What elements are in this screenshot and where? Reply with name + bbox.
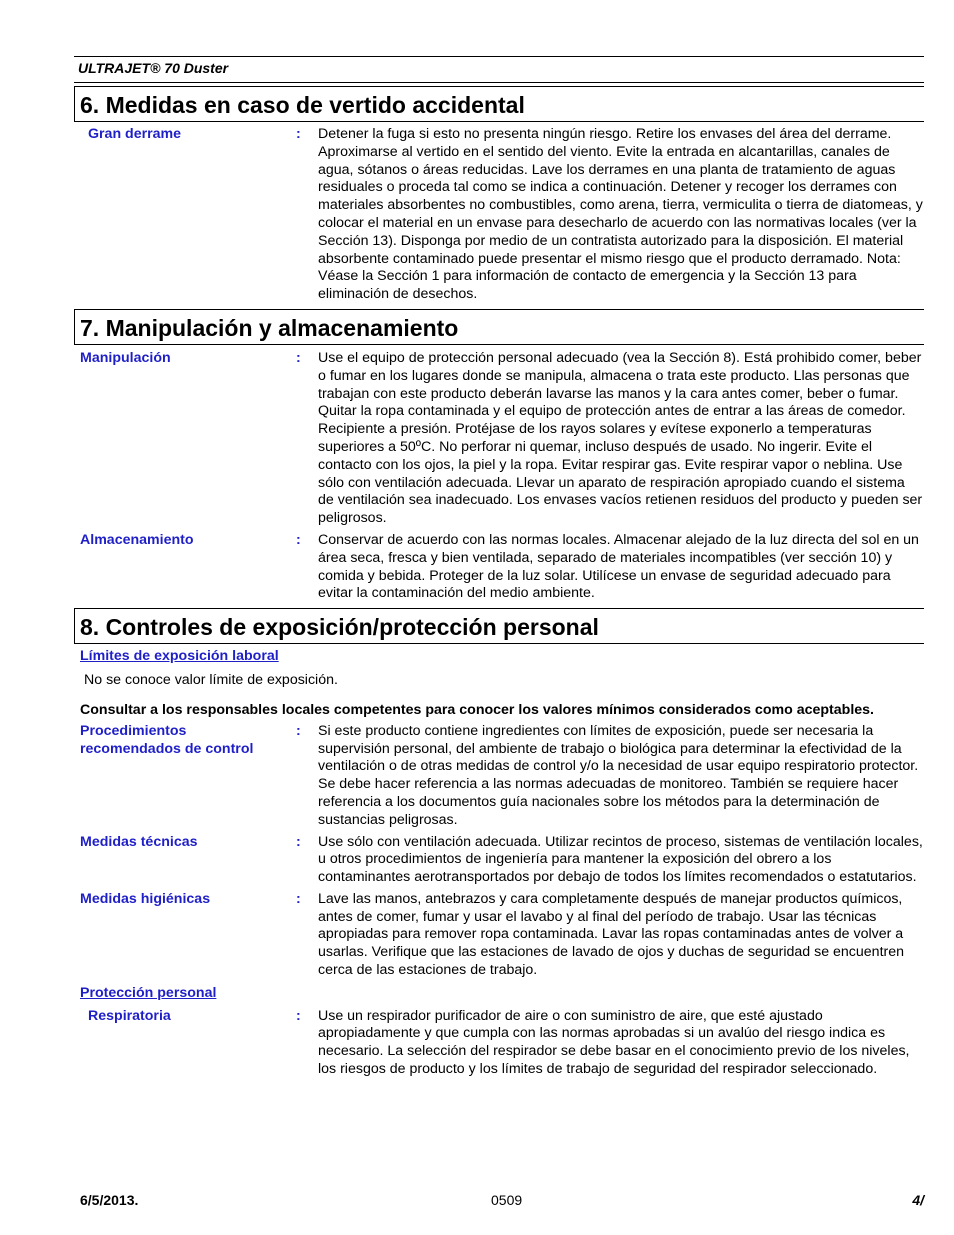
almacenamiento-label: Almacenamiento xyxy=(80,531,194,548)
medidas-tecnicas-text: Use sólo con ventilación adecuada. Utilizar recintos de proceso, sistemas de ventilación locales, u otros procedimientos de ingeniería para mantener la exposición del obrero a los contaminantes aerotransportados por debajo de todos los límites recomendados o estatutarios. xyxy=(318,833,923,886)
footer-page-number: 4/ xyxy=(912,1192,924,1208)
procedimientos-label: Procedimientos recomendados de control xyxy=(80,722,254,757)
personal-protection-link[interactable]: Protección personal xyxy=(80,984,217,1001)
procedimientos-text: Si este producto contiene ingredientes con límites de exposición, puede ser necesaria la supervisión personal, del ambiente de trabajo o biológica para determinar la efectividad de la ventilación o de otras medidas de control y/o la necesidad de usar equipo respiratorio protector. Se debe hacer referencia a las normas adecuadas de monitoreo. También se requiere hacer referencia a los documentos guía nacionales sobre los métodos para la determinación de sustancias peligrosas. xyxy=(318,722,919,828)
footer-date: 6/5/2013. xyxy=(80,1192,139,1208)
product-header: ULTRAJET® 70 Duster xyxy=(74,56,924,83)
respiratoria-text: Use un respirador purificador de aire o con suministro de aire, que esté ajustado apropiadamente y que cumpla con las normas aprobadas si un avalúo del riesgo indica es necesario. La selección del respirador se debe basar en el conocimiento previo de los niveles, los riesgos de producto y los límites de trabajo de seguridad del respirador seleccionado. xyxy=(318,1007,910,1078)
consult-note: Consultar a los responsables locales competentes para conocer los valores mínimos considerados como aceptables. xyxy=(80,701,874,718)
gran-derrame-label: Gran derrame xyxy=(88,126,182,142)
medidas-higienicas-row xyxy=(74,891,924,980)
colon: : xyxy=(296,126,301,142)
exposure-limits-text: No se conoce valor límite de exposición. xyxy=(84,671,338,688)
almacenamiento-text: Conservar de acuerdo con las normas locales. Almacenar alejado de la luz directa del sol en un área seca, fresca y bien ventilada, separado de materiales incompatibles (ver sección 10) y comida y bebida. Proteger de la luz solar. Utilícese un envase de seguridad adecuado para evitar la contaminación del medio ambiente. xyxy=(318,531,919,602)
respiratoria-row xyxy=(74,1008,924,1079)
respiratoria-label: Respiratoria xyxy=(88,1007,171,1024)
colon: : xyxy=(296,890,301,907)
medidas-tecnicas-row xyxy=(74,834,924,887)
almacenamiento-row xyxy=(74,532,924,603)
medidas-higienicas-text: Lave las manos, antebrazos y cara completamente después de manejar productos químicos, antes de comer, fumar y usar el lavabo y al final del período de trabajo. Usar las técnicas apropiadas para remover ropa contaminada. Lavar las ropas contaminadas antes de volver a usarlas. Verifique que las estaciones de lavado de ojos y duchas de seguridad se encuentren cerca de las estaciones de trabajo. xyxy=(318,890,905,979)
page-footer xyxy=(74,1192,924,1210)
document-page xyxy=(74,56,924,1079)
procedimientos-row xyxy=(74,723,924,830)
manipulacion-text: Use el equipo de protección personal adecuado (vea la Sección 8). Está prohibido comer, beber o fumar en los lugares donde se manipula, almacena o trata este producto. Llas personas que trabajan con este producto deberán lavarse las manos y la cara antes comer, beber o fumar. Quitar la ropa contaminada y el equipo de protección antes de entrar a las áreas de comedor. Recipiente a presión. Protéjase de los rayos solares y evítese exponerlo a temperaturas superiores a 50ºC. No perforar ni quemar, incluso después de usado. No ingerir. Evite el contacto con los ojos, la piel y la ropa. Evitar respirar gas. Evite respirar vapor o neblina. Use sólo con ventilación adecuada. Llevar un aparato de respiración apropiado cuando el sistema de ventilación sea inadecuado. Los envases vacíos retienen residuos del producto y pueden ser peligrosos. xyxy=(318,349,923,527)
colon: : xyxy=(296,531,301,548)
section-7-title: 7. Manipulación y almacenamiento xyxy=(74,309,924,345)
footer-code: 0509 xyxy=(491,1192,523,1208)
colon: : xyxy=(296,349,301,366)
section-6-title: 6. Medidas en caso de vertido accidental xyxy=(74,86,924,122)
colon: : xyxy=(296,833,301,850)
medidas-higienicas-label: Medidas higiénicas xyxy=(80,890,211,907)
gran-derrame-row xyxy=(74,126,924,304)
manipulacion-label: Manipulación xyxy=(80,349,171,366)
manipulacion-row xyxy=(74,350,924,528)
colon: : xyxy=(296,722,301,739)
section-8-title: 8. Controles de exposición/protección personal xyxy=(74,608,924,644)
gran-derrame-text: Detener la fuga si esto no presenta ningún riesgo. Retire los envases del área del derrame. Aproximarse al vertido en el sentido del viento. Evite la entrada en alcantarillas, canales de agua, sótanos o áreas reducidas. Lave los derrames en una planta de tratamiento de aguas residuales o proceda tal como se indica a continuación. Detener y recoger los derrames con materiales absorbentes no combustibles, como arena, tierra, vermiculita o tierra de diatomeas, y colocar el material en un envase para desecharlo de acuerdo con las normativas locales (ver la Sección 13). Disponga por medio de un contratista autorizado para la disposición. El material absorbente contaminado puede presentar el mismo riesgo que el producto derramado. Nota: Véase la Sección 1 para información de contacto de emergencia y la Sección 13 para eliminación de desechos. xyxy=(318,126,923,303)
medidas-tecnicas-label: Medidas técnicas xyxy=(80,833,198,850)
exposure-limits-link[interactable]: Límites de exposición laboral xyxy=(80,648,279,665)
colon: : xyxy=(296,1007,301,1024)
